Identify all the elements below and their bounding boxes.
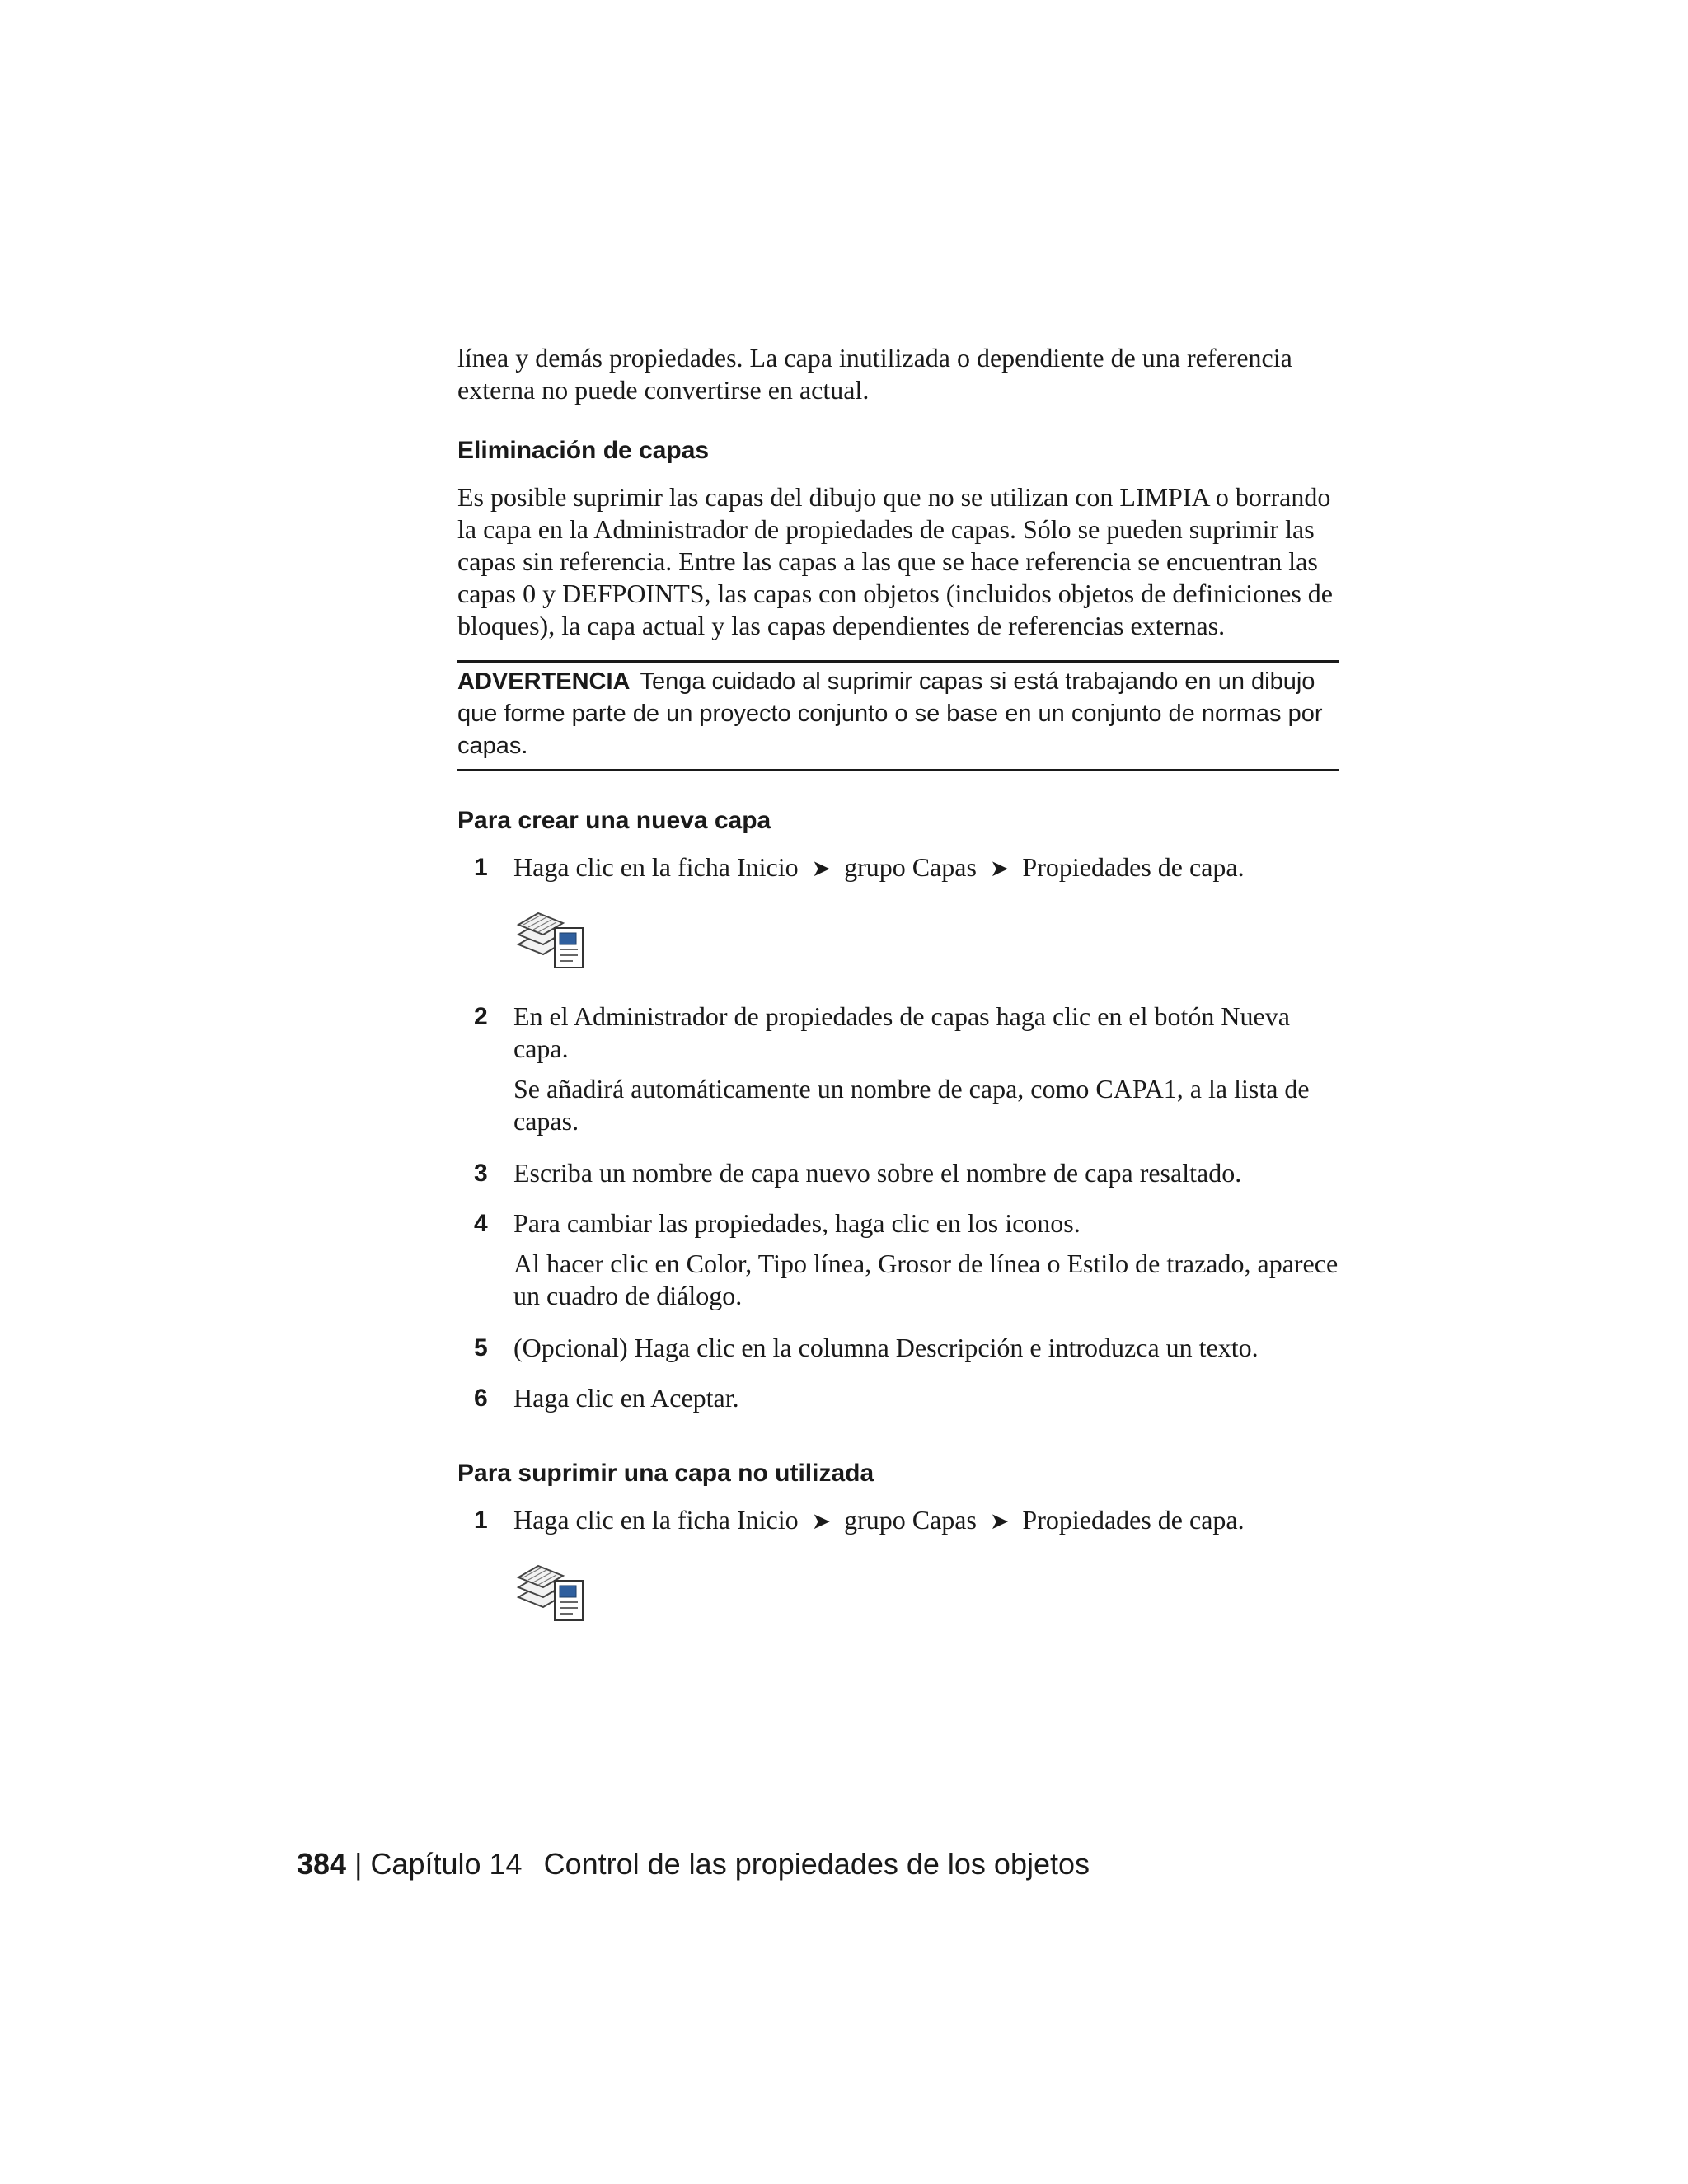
step-number: 6 xyxy=(474,1385,488,1412)
step-note: Al hacer clic en Color, Tipo línea, Grosor de línea o Estilo de trazado, aparece un cuadro de diálogo. xyxy=(513,1249,1339,1310)
page-content xyxy=(457,342,1339,1624)
step-text: En el Administrador de propiedades de capas haga clic en el botón Nueva capa. xyxy=(513,1001,1290,1063)
procedure-step xyxy=(457,1207,1339,1312)
procedure-heading-create: Para crear una nueva capa xyxy=(457,807,771,834)
arrow-right-icon: ➤ xyxy=(989,1509,1010,1535)
step-text: Haga clic en la ficha Inicio xyxy=(513,852,799,882)
step-text: Propiedades de capa. xyxy=(1022,852,1245,882)
step-number: 2 xyxy=(474,1003,488,1030)
layer-properties-icon xyxy=(513,1549,588,1624)
warning-label: ADVERTENCIA xyxy=(457,668,631,695)
step-note: Se añadirá automáticamente un nombre de capa, como CAPA1, a la lista de capas. xyxy=(513,1074,1310,1136)
step-text: Haga clic en la ficha Inicio xyxy=(513,1505,799,1535)
procedure-step xyxy=(457,1382,1339,1414)
procedure-heading-delete: Para suprimir una capa no utilizada xyxy=(457,1460,874,1487)
step-text: (Opcional) Haga clic en la columna Descripción e introduzca un texto. xyxy=(513,1333,1259,1362)
step-number: 1 xyxy=(474,854,488,881)
section-heading-delete: Eliminación de capas xyxy=(457,437,710,464)
arrow-right-icon: ➤ xyxy=(811,856,832,882)
page-footer xyxy=(297,1846,1090,1882)
procedure-step xyxy=(457,1332,1339,1364)
chapter-title: Control de las propiedades de los objetos xyxy=(543,1847,1090,1881)
page-number: 384 xyxy=(297,1847,347,1881)
warning-box xyxy=(457,660,1339,771)
procedure-step xyxy=(457,851,1339,971)
arrow-right-icon: ➤ xyxy=(989,856,1010,882)
step-text: Haga clic en Aceptar. xyxy=(513,1383,739,1413)
arrow-right-icon: ➤ xyxy=(811,1509,832,1535)
section-body-delete: Es posible suprimir las capas del dibujo que no se utilizan con LIMPIA o borrando la capa en la Administrador de propiedades de capas. Sólo se pueden suprimir las capas sin referencia. Entre las capas a las que se hace referencia se encuentran las capas 0 y DEFPOINTS, las capas con objetos (incluidos objetos de definiciones de bloques), la capa actual y las capas dependientes de referencias externas. xyxy=(457,482,1333,640)
procedure-step xyxy=(457,1001,1339,1137)
step-number: 1 xyxy=(474,1507,488,1534)
intro-paragraph: línea y demás propiedades. La capa inutilizada o dependiente de una referencia externa no puede convertirse en actual. xyxy=(457,343,1292,405)
step-number: 5 xyxy=(474,1334,488,1361)
step-number: 3 xyxy=(474,1160,488,1187)
step-text: Escriba un nombre de capa nuevo sobre el nombre de capa resaltado. xyxy=(513,1158,1242,1188)
chapter-label: Capítulo 14 xyxy=(370,1847,523,1881)
step-number: 4 xyxy=(474,1210,488,1237)
step-text: Para cambiar las propiedades, haga clic en los iconos. xyxy=(513,1208,1081,1238)
step-text: grupo Capas xyxy=(844,852,977,882)
footer-separator: | xyxy=(354,1847,363,1881)
layer-properties-icon xyxy=(513,897,588,971)
step-text: Propiedades de capa. xyxy=(1022,1505,1245,1535)
step-text: grupo Capas xyxy=(844,1505,977,1535)
procedure-step xyxy=(457,1504,1339,1624)
procedure-step xyxy=(457,1157,1339,1189)
warning-text: Tenga cuidado al suprimir capas si está trabajando en un dibujo que forme parte de un proyecto conjunto o se base en un conjunto de normas por capas. xyxy=(457,668,1323,759)
